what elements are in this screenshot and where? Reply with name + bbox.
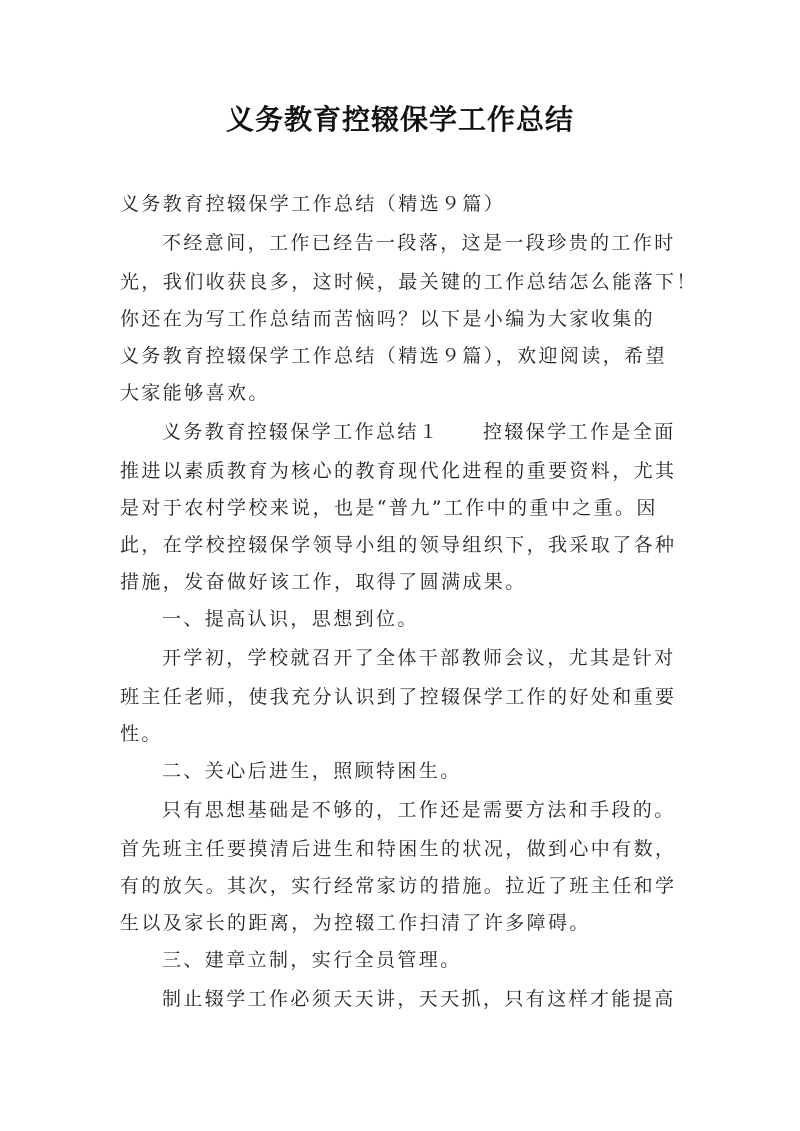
body-line: 不经意间，工作已经告一段落，这是一段珍贵的工作时 <box>162 232 676 254</box>
body-line: 光，我们收获良多，这时候，最关键的工作总结怎么能落下！ <box>120 271 698 293</box>
body-line: 只有思想基础是不够的，工作还是需要方法和手段的。 <box>162 799 676 821</box>
body-line: 是对于农村学校来说，也是“普九”工作中的重中之重。因 <box>120 497 658 519</box>
body-line: 推进以素质教育为核心的教育现代化进程的重要资料，尤其 <box>120 460 677 482</box>
body-line: 班主任老师，使我充分认识到了控辍保学工作的好处和重要 <box>120 686 677 708</box>
body-line: 措施，发奋做好该工作，取得了圆满成果。 <box>120 571 527 593</box>
subtitle-line: 义务教育控辍保学工作总结（精选９篇） <box>120 193 506 215</box>
body-line: 大家能够喜欢。 <box>120 382 270 404</box>
document-title: 义务教育控辍保学工作总结 <box>225 103 574 136</box>
body-line: 此，在学校控辍保学领导小组的领导组织下，我采取了各种 <box>120 534 677 556</box>
body-line: 生以及家长的距离，为控辍工作扫清了许多障碍。 <box>120 912 591 934</box>
section-heading: 三、建章立制，实行全员管理。 <box>162 949 462 971</box>
section-heading: 一、提高认识，思想到位。 <box>162 608 419 630</box>
body-line: 你还在为写工作总结而苦恼吗？以下是小编为大家收集的 <box>120 308 656 330</box>
body-line: 首先班主任要摸清后进生和特困生的状况，做到心中有数， <box>120 838 677 860</box>
body-line: 开学初，学校就召开了全体干部教师会议，尤其是针对 <box>162 647 676 669</box>
body-line: 制止辍学工作必须天天讲，天天抓，只有这样才能提高 <box>162 988 676 1010</box>
body-line: 义务教育控辍保学工作总结（精选９篇），欢迎阅读，希望 <box>120 345 667 367</box>
body-line: 性。 <box>120 723 163 745</box>
section-heading: 二、关心后进生，照顾特困生。 <box>162 760 462 782</box>
body-line: 有的放矢。其次，实行经常家访的措施。拉近了班主任和学 <box>120 875 677 897</box>
body-line: 义务教育控辍保学工作总结１ 控辍保学工作是全面 <box>162 421 676 443</box>
